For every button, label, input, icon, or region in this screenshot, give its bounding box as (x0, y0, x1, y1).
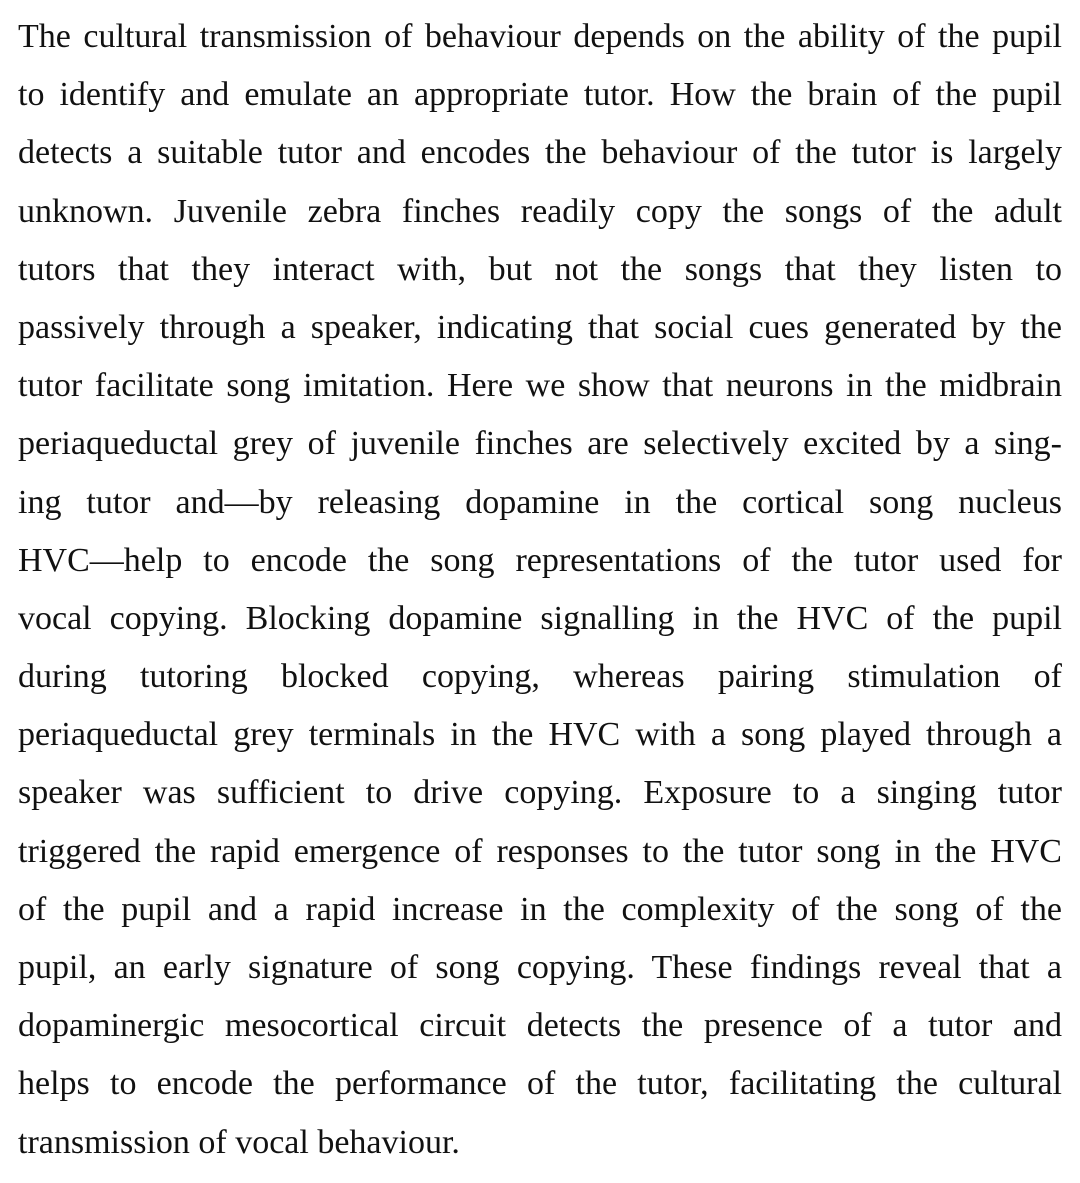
text-line: vocal copying. Blocking dopamine signalling in the HVC of the pupil (18, 599, 1062, 637)
text-line: speaker was sufficient to drive copying. Exposure to a singing tutor (18, 774, 1062, 812)
text-line: tutor facilitate song imitation. Here we show that neurons in the midbrain (18, 367, 1062, 405)
text-line: pupil, an early signature of song copying. These findings reveal that a (18, 949, 1062, 986)
text-line: during tutoring blocked copying, whereas pairing stimulation of (18, 658, 1062, 696)
text-line-last: transmission of vocal behaviour. (18, 1123, 460, 1161)
text-line: periaqueductal grey terminals in the HVC with a song played through a (18, 716, 1062, 754)
text-line: detects a suitable tutor and encodes the behaviour of the tutor is largely (18, 134, 1062, 172)
abstract-paragraph (18, 8, 1062, 1172)
text-line: dopaminergic mesocortical circuit detects the presence of a tutor and (18, 1007, 1062, 1045)
text-line: ing tutor and—by releasing dopamine in the cortical song nucleus (18, 483, 1062, 521)
text-line: passively through a speaker, indicating that social cues generated by the (18, 308, 1062, 346)
text-line: unknown. Juvenile zebra finches readily copy the songs of the adult (18, 192, 1062, 230)
text-line: of the pupil and a rapid increase in the complexity of the song of the (18, 890, 1062, 928)
text-line: The cultural transmission of behaviour depends on the ability of the pupil (18, 18, 1062, 55)
text-line: to identify and emulate an appropriate tutor. How the brain of the pupil (18, 76, 1062, 114)
text-line: periaqueductal grey of juvenile finches are selectively excited by a sing- (18, 425, 1062, 463)
text-line: helps to encode the performance of the tutor, facilitating the cultural (18, 1065, 1062, 1103)
text-line: triggered the rapid emergence of responses to the tutor song in the HVC (18, 832, 1062, 870)
text-line: tutors that they interact with, but not the songs that they listen to (18, 250, 1062, 288)
text-line: HVC—help to encode the song representations of the tutor used for (18, 541, 1062, 579)
